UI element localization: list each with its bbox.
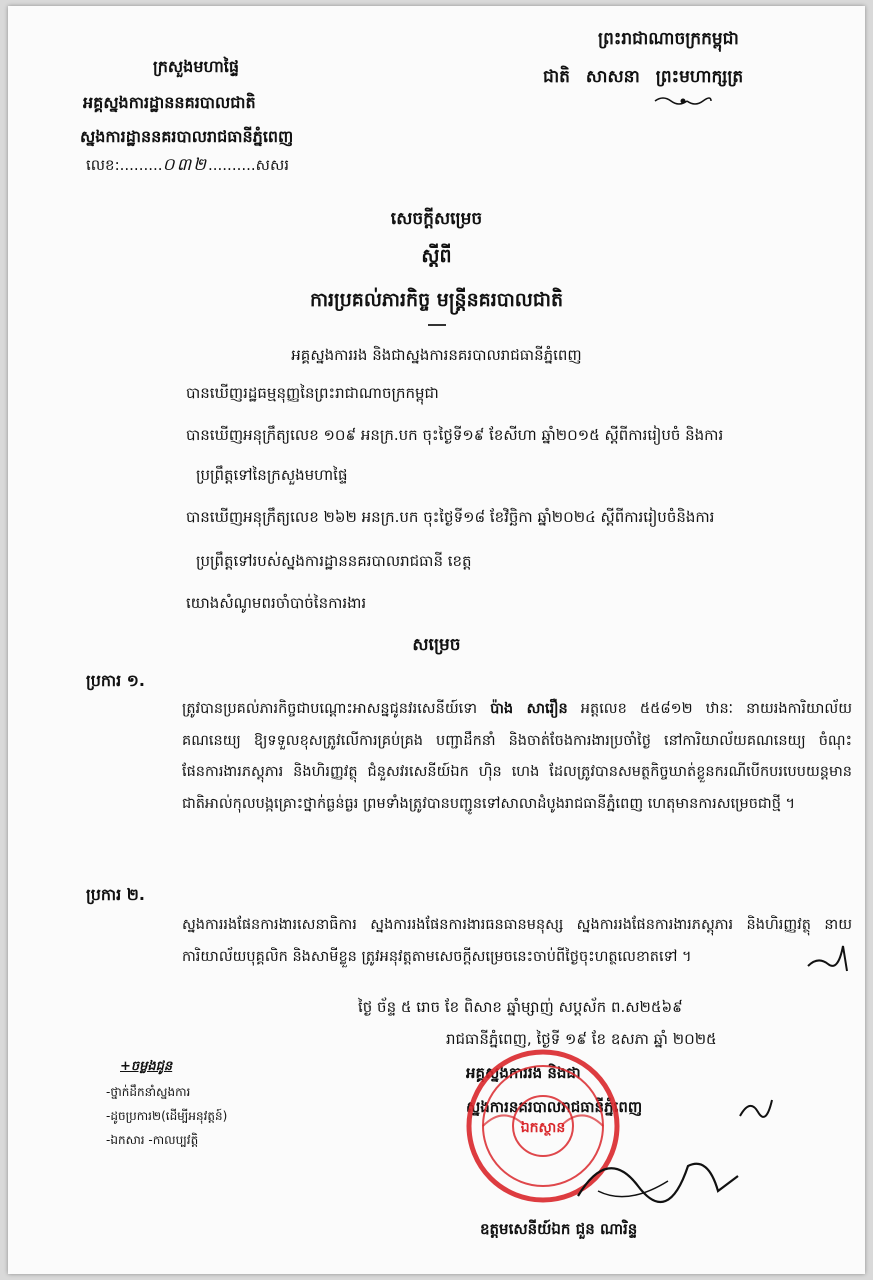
visa-item: បានឃើញអនុក្រឹត្យលេខ ២៦២ អនក្រ.បក ចុះថ្ងៃទី១៨ ខែវិច្ឆិកា ឆ្នាំ២០២៤ ស្ដីពីការរៀបចំនិងការ <box>186 508 715 526</box>
kingdom-title: ព្រះរាជាណាចក្រកម្ពុជា <box>598 29 739 49</box>
ministry-name: ក្រសួងមហាផ្ទៃ <box>153 57 240 76</box>
visa-item-continued: ប្រព្រឹត្តទៅរបស់ស្នងការដ្ឋាននគរបាលរាជធានី ខេត្ត <box>196 552 472 570</box>
title-divider <box>428 324 446 326</box>
visa-item: បានឃើញរដ្ឋធម្មនុញ្ញនៃព្រះរាជាណាចក្រកម្ពុជា <box>186 384 439 402</box>
signatory-title-line2: ស្នងការនគរបាលរាជធានីភ្នំពេញ <box>466 1098 643 1116</box>
signature <box>568 1136 748 1216</box>
stamp-center-text: ឯកស្ថាន <box>520 1120 566 1136</box>
paraph-mark <box>736 1092 776 1122</box>
article-2-heading: ប្រការ ២. <box>86 885 145 904</box>
title-decision: សេចក្ដីសម្រេច <box>390 209 483 229</box>
copies-item: -ថ្នាក់ដឹកនាំស្នងការ <box>106 1085 191 1099</box>
commissariat-name: ស្នងការដ្ឋាននគរបាលរាជធានីភ្នំពេញ <box>80 127 294 146</box>
national-motto: ជាតិ សាសនា ព្រះមហាក្សត្រ <box>543 67 744 87</box>
solar-date: រាជធានីភ្នំពេញ, ថ្ងៃទី ១៩ ខែ ឧសភា ឆ្នាំ ២០២៥ <box>446 1030 717 1048</box>
visa-item-continued: ប្រព្រឹត្តទៅនៃក្រសួងមហាផ្ទៃ <box>196 466 348 484</box>
ref-number: ០៣២ <box>162 155 208 175</box>
copies-title: +ចម្លងជូន <box>120 1059 173 1074</box>
copies-item: -ឯកសារ -កាលប្បវត្តិ <box>106 1133 199 1147</box>
document-page <box>8 6 865 1274</box>
signatory-name: ឧត្ដមសេនីយ៍ឯក ជួន ណារិន្ទ <box>480 1220 638 1238</box>
title-about: ស្ដីពី <box>421 245 452 267</box>
appointee-name: ប៉ាង សារឿន <box>490 701 568 717</box>
general-commissariat-name: អគ្គស្នងការដ្ឋាននគរបាលជាតិ <box>83 93 256 112</box>
visa-item: យោងសំណូមពរចាំបាច់នៃការងារ <box>186 594 367 612</box>
signatory-title-line1: អគ្គស្នងការរង និងជា <box>466 1064 581 1082</box>
ref-prefix: លេខ: <box>86 156 120 174</box>
lunar-date: ថ្ងៃ ច័ន្ទ ៥ រោច ខែ ពិសាខ ឆ្នាំម្សាញ់ សប្ដស័ក ព.ស២៥៦៩ <box>358 998 683 1016</box>
ref-suffix: សសរ <box>255 156 289 174</box>
visa-item: បានឃើញអនុក្រឹត្យលេខ ១០៩ អនក្រ.បក ចុះថ្ងៃទី១៩ ខែសីហា ឆ្នាំ២០១៥ ស្ដីពីការរៀបចំ និងការ <box>186 426 724 444</box>
issuer-title: អគ្គស្នងការរង និងជាស្នងការនគរបាលរាជធានីភ្នំពេញ <box>291 346 582 364</box>
article-2-body <box>82 910 852 973</box>
title-subject: ការប្រគល់ភារកិច្ច មន្ត្រីនគរបាលជាតិ <box>309 289 564 311</box>
article-1-heading: ប្រការ ១. <box>86 671 145 690</box>
article-2-text: ស្នងការរងផែនការងារសេនាធិការ ស្នងការរងផែនការងារធនធានមនុស្ស ស្នងការរងផែនការងារភស្ដុភារ និងហិរញ្ញវត្ថុ នាយការិយាល័យបុគ្គលិក និងសាមីខ្លួន ត្រូវអនុវត្តតាមសេចក្ដីសម្រេចនេះចាប់ពីថ្ងៃចុះហត្ថលេខាតទៅ ។ <box>182 917 852 965</box>
reference-number: លេខ:.........០៣២..........សសរ <box>86 155 289 175</box>
header-ornament <box>653 94 713 112</box>
initial-mark <box>803 936 858 976</box>
article-1-text-after: អត្តលេខ ៥៥៨១២ ឋានៈ នាយរងការិយាល័យគណនេយ្យ ឱ្យទទួលខុសត្រូវលើការគ្រប់គ្រង បញ្ជាដឹកនាំ និងចាត់ចែងការងារប្រចាំថ្ងៃ នៅការិយាល័យគណនេយ្យ ចំណុះផែនការងារភស្ដុភារ និងហិរញ្ញវត្ថុ ជំនួសវរសេនីយ៍ឯក ហ៊ិន ហេង ដែលត្រូវបានសមត្ថកិច្ចឃាត់ខ្លួនករណីបើកបរបេបយន្តមានជាតិអាល់កុលបង្កគ្រោះថ្នាក់ធ្ងន់ធ្ងរ ព្រមទាំងត្រូវបានបញ្ជូនទៅសាលាដំបូងរាជធានីភ្នំពេញ ហេតុមានការសម្រេចជាថ្មី ។ <box>182 701 853 812</box>
decision-heading: សម្រេច <box>412 635 461 655</box>
copies-item: -ដូចប្រការ២(ដើម្បីអនុវត្តន៍) <box>106 1109 228 1123</box>
article-1-body <box>82 694 852 820</box>
article-1-text-before: ត្រូវបានប្រគល់ភារកិច្ចជាបណ្ដោះអាសន្នជូនវរសេនីយ៍ទោ <box>182 701 478 717</box>
